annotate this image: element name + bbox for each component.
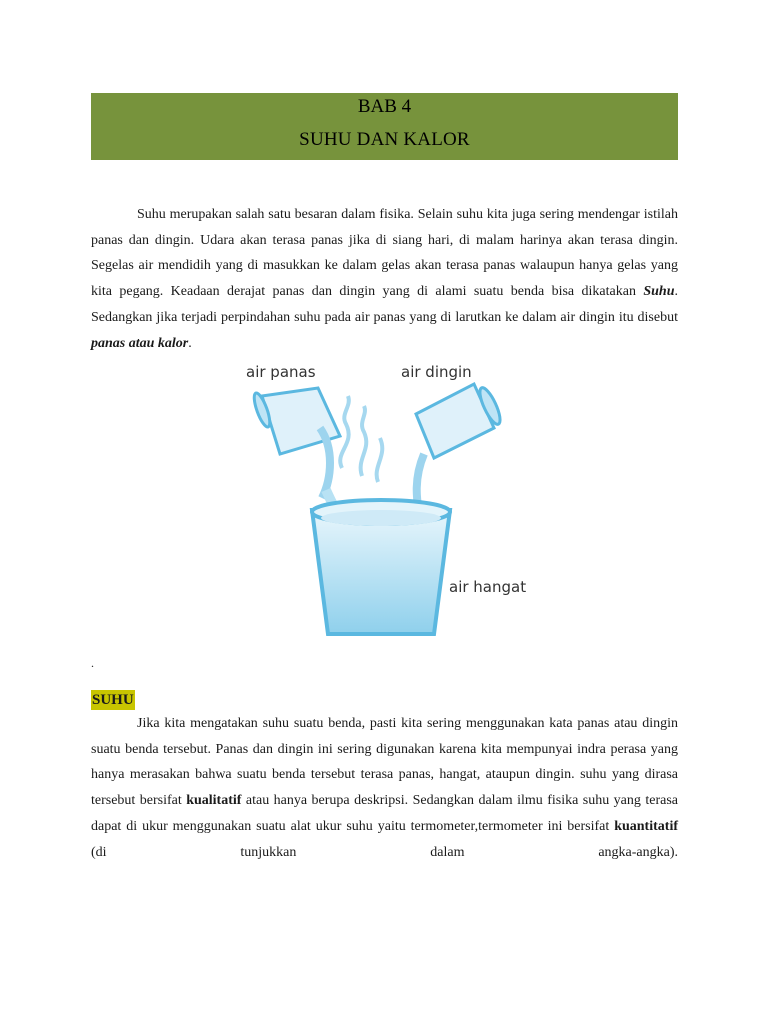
section-term-kuantitatif: kuantitatif	[614, 818, 678, 834]
water-mixing-illustration	[238, 358, 538, 640]
section-text-b: atau hanya berupa deskripsi. Sedangkan dalam ilmu fisika suhu yang terasa dapat di ukur menggunakan suatu alat ukur suhu yaitu termometer,termometer ini bersifat	[91, 793, 678, 834]
section-text-a: Jika kita mengatakan suhu suatu benda, pasti kita sering menggunakan kata panas atau dingin suatu benda tersebut. Panas dan dingin ini sering digunakan karena kita mempunyai indra perasa yang hanya merasakan bahwa suatu benda tersebut terasa panas, hangat, ataupun dingin. suhu yang dirasa tersebut bersifat	[91, 716, 678, 809]
chapter-title: SUHU DAN KALOR	[299, 129, 470, 150]
section-heading-suhu: SUHU	[92, 692, 134, 708]
cold-water-glass	[416, 384, 504, 518]
chapter-banner	[91, 93, 678, 160]
intro-text-b: . Sedangkan jika terjadi perpindahan suhu pada air panas yang di larutkan ke dalam air dingin itu disebut	[91, 284, 678, 325]
warm-water-bucket	[312, 500, 450, 634]
hot-water-glass	[251, 388, 340, 498]
label-hot-water: air panas	[246, 363, 316, 381]
intro-paragraph	[91, 202, 678, 356]
intro-text-c: .	[188, 335, 192, 351]
intro-term-kalor: panas atau kalor	[91, 335, 189, 351]
section-text-c: (di tunjukkan dalam angka-angka).	[91, 844, 678, 860]
label-warm-water: air hangat	[449, 578, 527, 596]
label-cold-water: air dingin	[401, 363, 472, 381]
section-term-kualitatif: kualitatif	[186, 793, 242, 809]
intro-term-suhu: Suhu	[643, 284, 675, 300]
chapter-number: BAB 4	[357, 96, 412, 117]
section-paragraph	[91, 711, 678, 865]
stray-dot: .	[91, 656, 94, 670]
intro-text-a: Suhu merupakan salah satu besaran dalam fisika. Selain suhu kita juga sering mendengar istilah panas dan dingin. Udara akan terasa panas jika di siang hari, di malam harinya akan terasa dingin. Segelas air mendidih yang di masukkan ke dalam gelas akan terasa panas walaupun hanya gelas yang kita pegang. Keadaan derajat panas dan dingin yang di alami suatu benda bisa dikatakan	[91, 207, 678, 300]
steam-icon	[340, 396, 382, 482]
